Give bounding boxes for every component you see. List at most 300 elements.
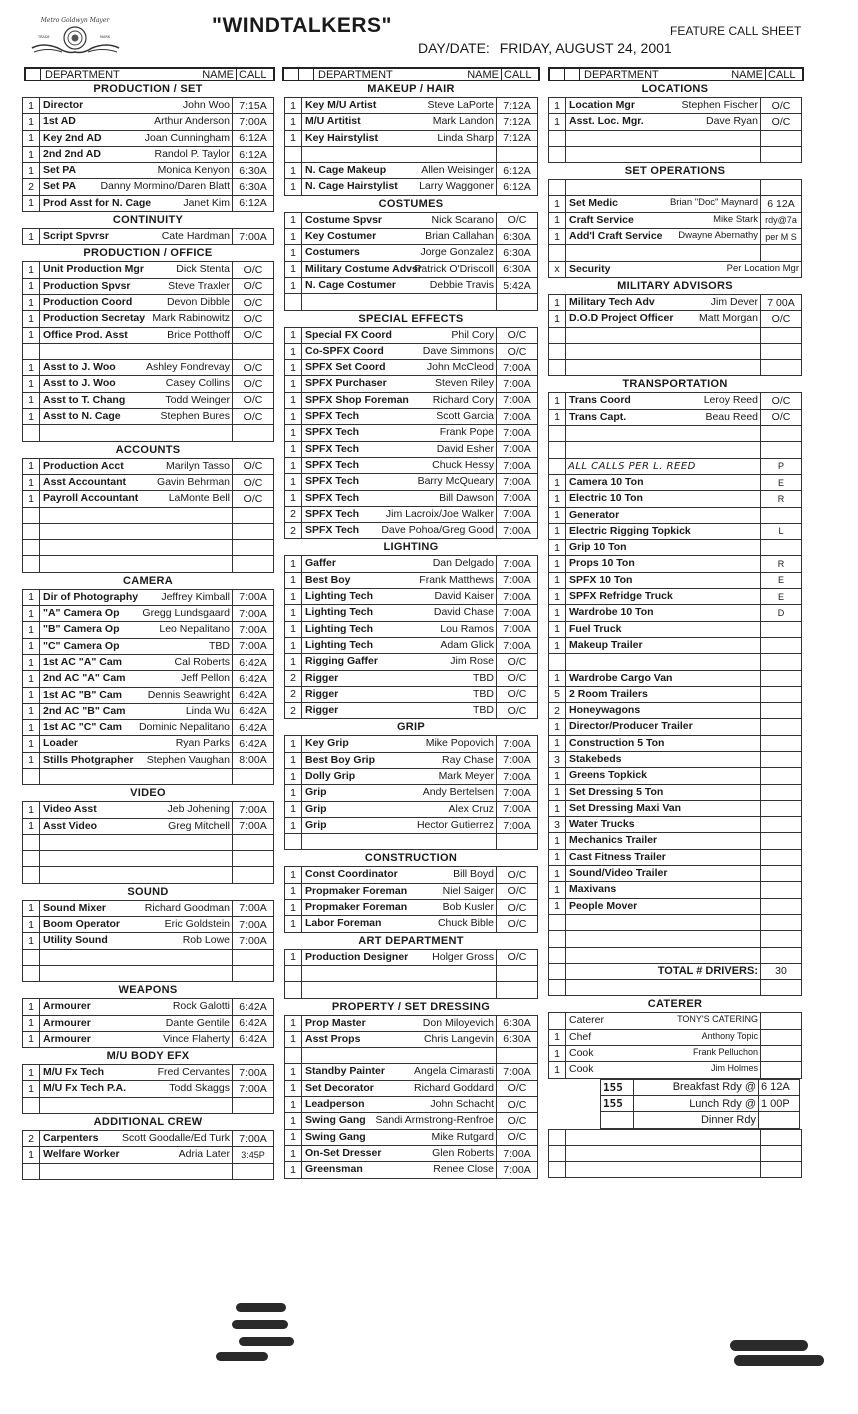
crew-name: David Esher [436, 442, 494, 455]
call-time [761, 654, 802, 670]
department-name-cell [302, 490, 497, 506]
table-row [549, 833, 802, 849]
department-label: Dolly Grip [305, 769, 356, 782]
department-name-cell [566, 311, 761, 327]
crew-name: Eric Goldstein [164, 918, 230, 931]
table-row [23, 851, 274, 867]
table-row [549, 491, 802, 507]
department-name-cell [566, 784, 761, 800]
department-name-cell [566, 817, 761, 833]
table-row [285, 965, 538, 981]
crew-name: Stephen Vaughan [146, 753, 230, 766]
department-name-cell [40, 736, 233, 752]
department-label: N. Cage Costumer [305, 278, 397, 291]
table-row [285, 637, 538, 653]
department-name-cell [40, 671, 233, 687]
call-time: 7:00A [497, 801, 538, 817]
department-name-cell [40, 163, 233, 179]
department-label: Costumers [305, 246, 360, 259]
department-label: On-Set Dresser [305, 1146, 382, 1159]
quantity: 1 [285, 556, 302, 572]
quantity: 1 [549, 898, 566, 914]
department-label: SPFX Tech [305, 410, 360, 423]
call-time: O/C [233, 262, 274, 278]
call-time: 6:30A [497, 261, 538, 277]
quantity: 1 [285, 867, 302, 883]
quantity [549, 1013, 566, 1029]
call-time [761, 866, 802, 882]
section-title-video: VIDEO [130, 787, 166, 800]
quantity: 1 [549, 833, 566, 849]
department-label: Set Dressing Maxi Van [569, 801, 682, 814]
table-row [23, 671, 274, 687]
crew-name: Barry McQueary [417, 475, 494, 488]
table-row [285, 900, 538, 916]
table-row [549, 686, 802, 702]
table-row [285, 409, 538, 425]
quantity: 1 [285, 1113, 302, 1129]
crew-name: Adria Later [178, 1148, 230, 1161]
quantity: 1 [23, 999, 40, 1015]
quantity [23, 556, 40, 572]
quantity: 1 [285, 261, 302, 277]
department-label: 1st AD [43, 115, 76, 128]
quantity: 1 [285, 1162, 302, 1178]
department-label: Asst Video [43, 819, 98, 832]
section-table-makeup-hair [284, 97, 538, 196]
department-label: Loader [43, 737, 79, 750]
department-label: Production Designer [305, 950, 409, 963]
table-row [23, 278, 274, 294]
quantity [23, 1163, 40, 1179]
table-row [549, 261, 802, 277]
crew-name: Bill Dawson [439, 491, 494, 504]
department-label: "C" Camera Op [43, 639, 120, 652]
quantity: 1 [285, 229, 302, 245]
table-row [549, 540, 802, 556]
quantity: 1 [23, 671, 40, 687]
call-time: 7:00A [497, 1064, 538, 1080]
table-row [23, 311, 274, 327]
table-row [285, 360, 538, 376]
quantity: 2 [285, 686, 302, 702]
department-label: Key Hairstylist [305, 131, 378, 144]
table-row [23, 1163, 274, 1179]
department-name-cell [302, 474, 497, 490]
quantity: 1 [285, 98, 302, 114]
call-time: 7:12A [497, 98, 538, 114]
department-name-cell [302, 637, 497, 653]
department-name-cell [302, 703, 497, 719]
call-time: E [761, 572, 802, 588]
call-time: 8:00A [233, 752, 274, 768]
table-row [23, 818, 274, 834]
table-row [549, 1129, 802, 1145]
section-title-art-department: ART DEPARTMENT [358, 934, 464, 947]
quantity: 1 [285, 768, 302, 784]
crew-name: Dennis Seawright [147, 688, 230, 701]
quantity: 1 [23, 933, 40, 949]
quantity [285, 294, 302, 310]
crew-name: Linda Sharp [437, 131, 494, 144]
call-time: 6:42A [233, 720, 274, 736]
table-row [549, 931, 802, 947]
call-time [761, 980, 802, 996]
department-label: Cast Fitness Trailer [569, 850, 666, 863]
quantity: 1 [23, 638, 40, 654]
section-title-costumes: COSTUMES [378, 197, 444, 210]
call-time: 6:42A [233, 654, 274, 670]
department-column-3 [548, 81, 802, 1178]
department-label: 2nd AC "B" Cam [43, 704, 126, 717]
call-time [761, 360, 802, 376]
department-label: Propmaker Foreman [305, 901, 408, 914]
call-time [761, 507, 802, 523]
quantity [549, 931, 566, 947]
call-time [761, 914, 802, 930]
table-row [285, 867, 538, 883]
call-time [497, 1048, 538, 1064]
table-row [23, 474, 274, 490]
department-name-cell [566, 654, 761, 670]
table-row [549, 1145, 802, 1161]
section-title-sound: SOUND [127, 885, 169, 898]
table-row [23, 540, 274, 556]
call-time [233, 507, 274, 523]
table-row [549, 751, 802, 767]
department-name-cell [566, 980, 761, 996]
department-label: Asst Props [305, 1032, 361, 1045]
quantity: 1 [285, 1129, 302, 1145]
quantity [549, 442, 566, 458]
call-time: 7:00A [497, 572, 538, 588]
call-time: O/C [497, 916, 538, 932]
crew-name: Randol P. Taylor [154, 147, 230, 160]
department-label: 1st AC "C" Cam [43, 721, 123, 734]
quantity [23, 540, 40, 556]
department-name-cell [40, 999, 233, 1015]
table-row [23, 360, 274, 376]
crew-name: Beau Reed [705, 410, 758, 423]
department-name-cell [40, 1015, 233, 1031]
meal-time [759, 1112, 800, 1128]
department-name-cell [302, 768, 497, 784]
call-time [233, 834, 274, 850]
call-time [761, 686, 802, 702]
crew-name: Leo Nepalitano [159, 623, 230, 636]
crew-name: Stephen Bures [160, 410, 230, 423]
call-time: O/C [497, 1113, 538, 1129]
table-row [23, 867, 274, 883]
table-row [285, 982, 538, 998]
section-table-property-set-dressing [284, 1015, 538, 1179]
crew-name: Jeffrey Kimball [161, 590, 230, 603]
quantity: 1 [285, 360, 302, 376]
table-row [285, 1145, 538, 1161]
call-time: 7:00A [497, 589, 538, 605]
department-name-cell [40, 949, 233, 965]
caterer-name: Jim Holmes [710, 1063, 758, 1074]
department-name-cell [566, 245, 761, 261]
department-label: Stills Photgrapher [43, 753, 134, 766]
department-label: M/U Fx Tech P.A. [43, 1082, 127, 1095]
call-time: 6:30A [497, 245, 538, 261]
section-table-sound [22, 900, 274, 982]
call-time [761, 768, 802, 784]
table-row [23, 622, 274, 638]
table-row [23, 262, 274, 278]
caterer-role: Cook [569, 1063, 594, 1076]
department-name-cell [566, 866, 761, 882]
department-name-cell [40, 638, 233, 654]
call-time: 3:45P [233, 1147, 274, 1163]
department-label: Electric 10 Ton [569, 492, 643, 505]
department-name-cell [566, 556, 761, 572]
call-time: rdy@7a [761, 212, 802, 228]
department-label: Production Spvsr [43, 279, 131, 292]
caterer-role: Chef [569, 1030, 592, 1043]
quantity: 1 [285, 572, 302, 588]
department-name-cell [302, 506, 497, 522]
crew-name: Jim Rose [450, 655, 494, 668]
table-row [285, 572, 538, 588]
quantity: 1 [23, 900, 40, 916]
section-table-weapons [22, 998, 274, 1048]
section-title-weapons: WEAPONS [118, 984, 178, 997]
call-time: 7 00A [761, 294, 802, 310]
crew-name: Frank Pope [439, 426, 494, 439]
department-name-cell [40, 507, 233, 523]
call-time [761, 637, 802, 653]
department-name-cell [40, 768, 233, 784]
table-row [285, 376, 538, 392]
department-name-cell [302, 1015, 497, 1031]
quantity: 1 [23, 458, 40, 474]
quantity: 1 [285, 817, 302, 833]
call-time: 7:00A [233, 818, 274, 834]
section-title-special-effects: SPECIAL EFFECTS [358, 312, 464, 325]
quantity: 1 [285, 441, 302, 457]
department-name-cell [302, 441, 497, 457]
table-row [285, 506, 538, 522]
table-row [23, 1147, 274, 1163]
department-name-cell [302, 670, 497, 686]
section-title-camera: CAMERA [122, 574, 174, 587]
table-row [285, 523, 538, 539]
table-row [549, 229, 802, 245]
quantity: 1 [285, 245, 302, 261]
quantity [285, 965, 302, 981]
meal-row [601, 1095, 800, 1111]
quantity [23, 425, 40, 441]
department-name-cell [302, 686, 497, 702]
call-time [233, 523, 274, 539]
call-time [761, 540, 802, 556]
table-row [23, 507, 274, 523]
table-row [549, 1062, 802, 1078]
crew-name: Andy Bertelsen [422, 786, 494, 799]
call-time: O/C [233, 376, 274, 392]
quantity: 1 [285, 1097, 302, 1113]
table-row [285, 98, 538, 114]
department-name-cell [302, 1031, 497, 1047]
call-time: 7:00A [497, 736, 538, 752]
table-row [23, 229, 274, 245]
department-name-cell [40, 491, 233, 507]
call-time [761, 670, 802, 686]
department-name-cell [566, 931, 761, 947]
table-row [285, 1080, 538, 1096]
quantity: 1 [285, 1064, 302, 1080]
department-label: Script Spvrsr [43, 230, 109, 243]
quantity: 2 [285, 670, 302, 686]
department-label: SPFX Tech [305, 458, 360, 471]
table-row [23, 327, 274, 343]
quantity: 1 [23, 1147, 40, 1163]
call-time: O/C [497, 670, 538, 686]
table-row [549, 196, 802, 212]
department-name-cell [40, 114, 233, 130]
section-table-art-department [284, 949, 538, 999]
quantity: 2 [285, 506, 302, 522]
crew-name: Angela Cimarasti [414, 1065, 494, 1078]
crew-name: Marilyn Tasso [166, 459, 230, 472]
call-time [761, 735, 802, 751]
quantity: 1 [23, 917, 40, 933]
crew-name: Vince Flaherty [163, 1032, 230, 1045]
call-time [761, 426, 802, 442]
call-time: 7:00A [233, 606, 274, 622]
department-name-cell [40, 606, 233, 622]
call-time: O/C [497, 343, 538, 359]
quantity: 1 [549, 800, 566, 816]
table-row [549, 212, 802, 228]
crew-name: Fred Cervantes [157, 1066, 230, 1079]
quantity: 1 [285, 883, 302, 899]
quantity: 1 [23, 229, 40, 245]
department-label: SPFX Tech [305, 507, 360, 520]
table-row [285, 949, 538, 965]
crew-name: Dwayne Abernathy [678, 230, 758, 242]
quantity: 1 [549, 491, 566, 507]
crew-name: Danny Mormino/Daren Blatt [100, 180, 230, 193]
call-time: 7:00A [497, 409, 538, 425]
table-row [285, 589, 538, 605]
department-label: Gaffer [305, 557, 336, 570]
crew-name: Steve Traxler [168, 279, 230, 292]
call-time: 6:12A [233, 146, 274, 162]
department-name-cell [566, 670, 761, 686]
section-table-production-office [22, 261, 274, 441]
department-name-cell [40, 409, 233, 425]
department-name-cell [40, 146, 233, 162]
table-row [285, 1162, 538, 1178]
crew-name: Debbie Travis [429, 278, 494, 291]
crew-name: Steven Riley [435, 377, 494, 390]
call-time [761, 442, 802, 458]
crew-name: Brice Potthoff [167, 328, 230, 341]
quantity: 1 [549, 196, 566, 212]
quantity: 1 [23, 146, 40, 162]
quantity: 1 [23, 1081, 40, 1097]
quantity [549, 914, 566, 930]
quantity: 1 [23, 802, 40, 818]
call-time: 7:00A [497, 474, 538, 490]
table-row [285, 785, 538, 801]
department-name-cell [40, 720, 233, 736]
quantity [23, 834, 40, 850]
call-time: L [761, 523, 802, 539]
call-time: 7:00A [233, 933, 274, 949]
department-label: "A" Camera Op [43, 607, 120, 620]
call-time: 7:00A [497, 490, 538, 506]
quantity: 1 [285, 392, 302, 408]
table-row [549, 621, 802, 637]
call-time: O/C [233, 278, 274, 294]
table-row [23, 146, 274, 162]
quantity: 5 [549, 686, 566, 702]
department-name-cell [566, 833, 761, 849]
department-name-cell [40, 262, 233, 278]
department-name-cell [302, 752, 497, 768]
header-name: NAME [731, 69, 766, 80]
department-name-cell [566, 686, 761, 702]
department-name-cell [302, 605, 497, 621]
table-row [23, 294, 274, 310]
section-table-locations [548, 97, 802, 163]
call-time [761, 817, 802, 833]
quantity: 1 [549, 393, 566, 409]
department-name-cell [40, 589, 233, 605]
department-name-cell [566, 589, 761, 605]
quantity: 1 [23, 311, 40, 327]
department-label: Dir of Photography [43, 590, 139, 603]
call-time: 6:30A [497, 1031, 538, 1047]
call-time: O/C [233, 491, 274, 507]
quantity: 1 [549, 114, 566, 130]
table-row [23, 409, 274, 425]
department-label: Lighting Tech [305, 590, 374, 603]
crew-name: Linda Wu [185, 704, 230, 717]
crew-name: LaMonte Bell [168, 492, 230, 505]
call-time [233, 851, 274, 867]
call-time: 6:42A [233, 703, 274, 719]
call-time [761, 130, 802, 146]
department-label: Wardrobe Cargo Van [569, 671, 673, 684]
crew-name: Chuck Hessy [432, 458, 494, 471]
column-header-3 [548, 67, 804, 81]
department-label: Key Costumer [305, 230, 377, 243]
department-name-cell [40, 425, 233, 441]
department-name-cell [40, 98, 233, 114]
department-name-cell [302, 965, 497, 981]
call-time: 7:00A [233, 917, 274, 933]
crew-name: Rock Galotti [172, 1000, 230, 1013]
caterer-name: TONY'S CATERING [677, 1014, 758, 1025]
quantity: 1 [285, 457, 302, 473]
table-row [549, 360, 802, 376]
department-label: Rigger [305, 671, 339, 684]
crew-name: Todd Skaggs [169, 1082, 230, 1095]
department-label: Grip [305, 786, 327, 799]
table-row [23, 768, 274, 784]
department-name-cell [40, 179, 233, 195]
crew-name: Steve LaPorte [427, 99, 494, 111]
department-name-cell [566, 491, 761, 507]
section-table-lighting [284, 555, 538, 719]
department-name-cell [40, 327, 233, 343]
department-name-cell [566, 327, 761, 343]
